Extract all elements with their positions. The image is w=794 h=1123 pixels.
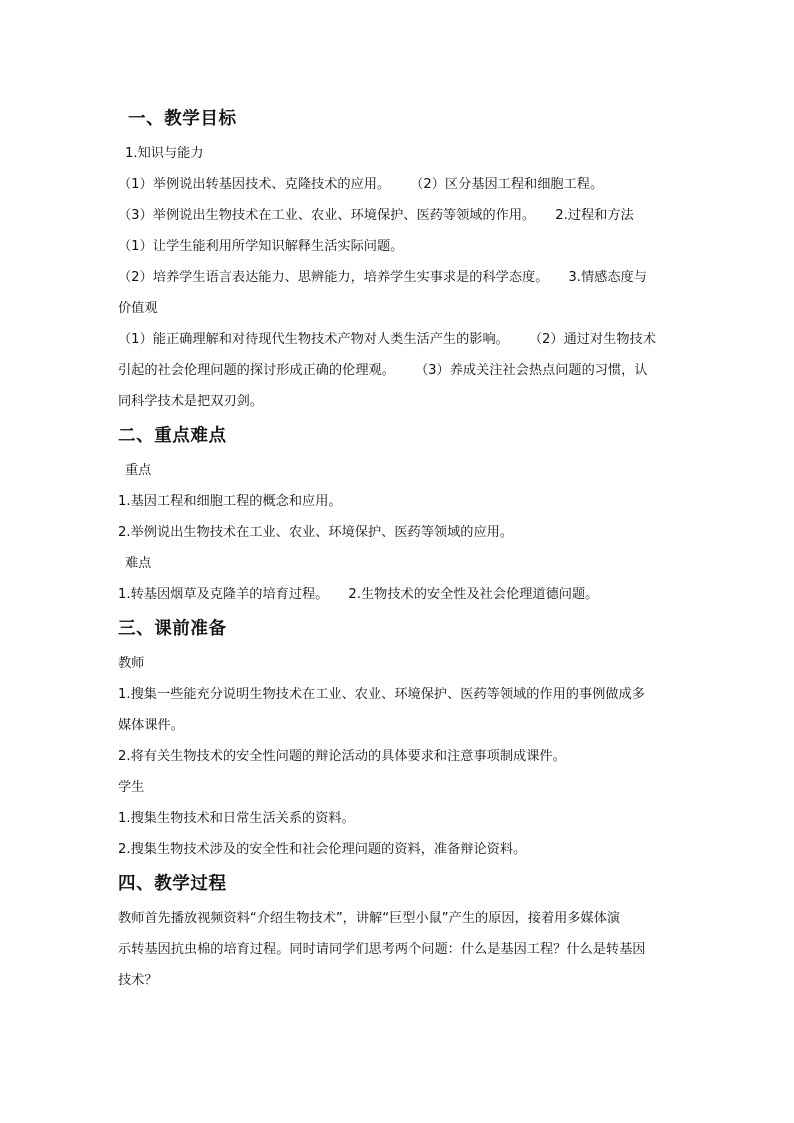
- key-item: 1.基因工程和细胞工程的概念和应用。: [118, 494, 342, 509]
- section-heading-teaching-process: 四、教学过程: [118, 874, 227, 894]
- goal-line: [118, 355, 684, 386]
- teacher-item-continued: 媒体课件。: [118, 718, 184, 733]
- section-heading-key-points: 二、重点难点: [118, 426, 227, 446]
- difficulty-item: 2.生物技术的安全性及社会伦理道德问题。: [348, 587, 599, 602]
- goal-line: [118, 200, 684, 231]
- goal-line: [118, 324, 684, 355]
- goal-item: （1）能正确理解和对待现代生物技术产物对人类生活产生的影响。: [118, 332, 509, 347]
- goal-subheading-knowledge: 1.知识与能力: [125, 146, 204, 161]
- process-paragraph-line: 教师首先播放视频资料“介绍生物技术”，讲解“巨型小鼠”产生的原因，接着用多媒体演: [118, 911, 621, 926]
- goal-subheading-emotion: 3.情感态度与: [568, 270, 647, 285]
- goal-item: （2）培养学生语言表达能力、思辨能力，培养学生实事求是的科学态度。: [118, 270, 549, 285]
- student-label: 学生: [118, 780, 145, 795]
- key-item: 2.举例说出生物技术在工业、农业、环境保护、医药等领域的应用。: [118, 525, 514, 540]
- goal-line: 价值观: [118, 301, 158, 316]
- process-paragraph-line: 技术？: [118, 973, 158, 988]
- goal-line: [118, 169, 684, 200]
- teacher-label: 教师: [118, 656, 145, 671]
- section-heading-teaching-goals: 一、教学目标: [128, 109, 237, 129]
- difficulty-item: 1.转基因烟草及克隆羊的培育过程。: [118, 587, 329, 602]
- student-item: 2.搜集生物技术涉及的安全性和社会伦理问题的资料，准备辩论资料。: [118, 842, 527, 857]
- key-label: 重点: [125, 463, 152, 478]
- goal-item: （3）举例说出生物技术在工业、农业、环境保护、医药等领域的作用。: [118, 208, 536, 223]
- teacher-item: 2.将有关生物技术的安全性问题的辩论活动的具体要求和注意事项制成课件。: [118, 749, 566, 764]
- section-heading-preparation: 三、课前准备: [118, 619, 227, 639]
- goal-item: （2）区分基因工程和细胞工程。: [410, 177, 604, 192]
- goal-item: （2）通过对生物技术: [528, 332, 656, 347]
- student-item: 1.搜集生物技术和日常生活关系的资料。: [118, 811, 355, 826]
- difficulty-line: [118, 579, 684, 610]
- goal-item: （3）养成关注社会热点问题的习惯，认: [414, 363, 648, 378]
- process-paragraph-line: 示转基因抗虫棉的培育过程。同时请同学们思考两个问题：什么是基因工程？什么是转基因: [118, 942, 646, 957]
- teacher-item: 1.搜集一些能充分说明生物技术在工业、农业、环境保护、医药等领域的作用的事例做成多: [118, 687, 645, 702]
- goal-line: [118, 262, 684, 293]
- goal-line: 同科学技术是把双刃剑。: [118, 394, 264, 409]
- goal-item: （1）举例说出转基因技术、克隆技术的应用。: [118, 177, 391, 192]
- goal-item: 引起的社会伦理问题的探讨形成正确的伦理观。: [118, 363, 395, 378]
- document-page: [118, 100, 684, 996]
- difficulty-label: 难点: [125, 556, 152, 571]
- goal-line: （1）让学生能利用所学知识解释生活实际问题。: [118, 239, 404, 254]
- goal-subheading-process: 2.过程和方法: [555, 208, 634, 223]
